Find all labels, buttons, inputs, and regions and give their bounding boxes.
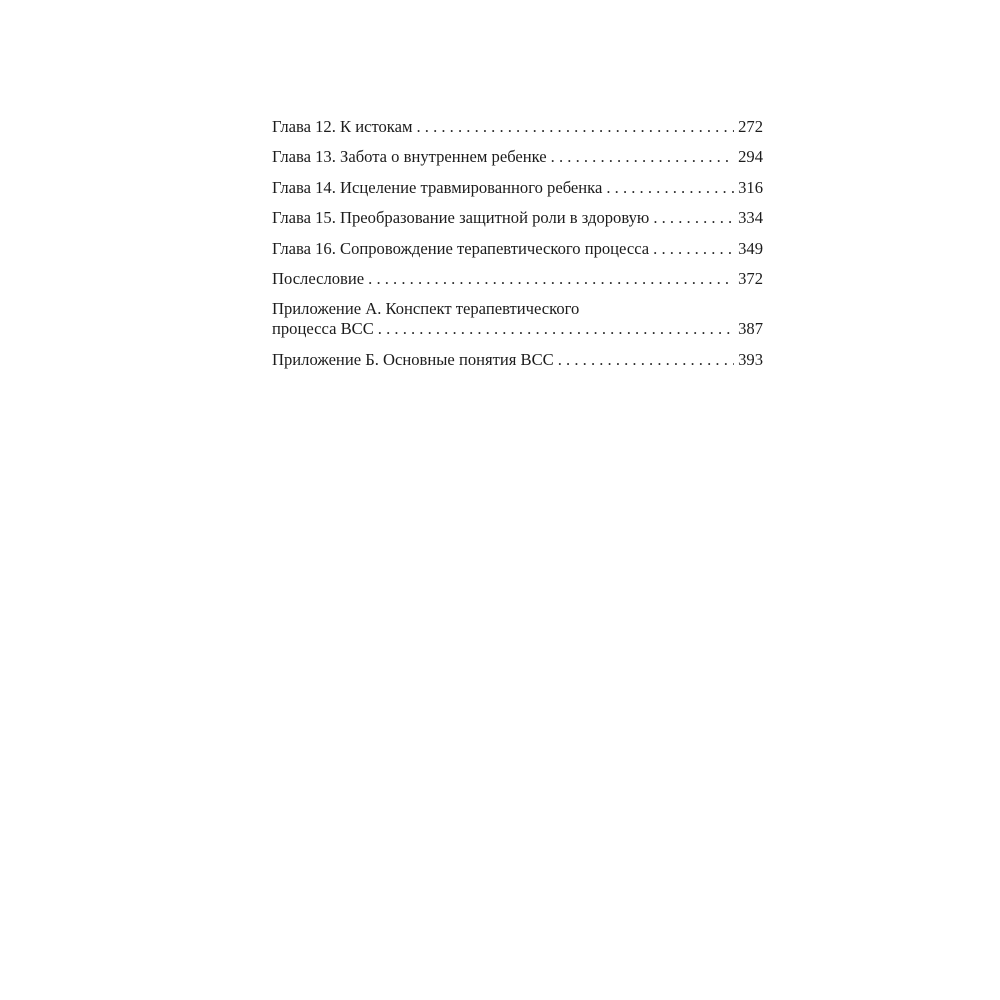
toc-entry-title: Глава 15. Преобразование защитной роли в здоровую	[272, 208, 650, 228]
toc-entry-title-line-1: Приложение А. Конспект терапевтического	[272, 299, 580, 319]
toc-entry-page-number: 316	[738, 177, 763, 197]
toc-entry[interactable]	[272, 349, 763, 371]
dot-leader	[368, 268, 734, 290]
toc-entry-page-number: 272	[738, 117, 763, 136]
dot-leader	[653, 238, 734, 260]
dot-leader	[606, 177, 734, 199]
toc-entry-title: Глава 12. К истокам	[272, 117, 413, 136]
dot-leader	[416, 116, 734, 138]
toc-entry-title-line-2: процесса ВСС	[272, 319, 374, 339]
toc-entry-page-number: 334	[738, 208, 763, 228]
toc-entry-page-number: 393	[738, 349, 763, 369]
toc-entry-title: Послесловие	[272, 268, 365, 288]
toc-entry-page-number: 372	[738, 268, 763, 288]
toc-entry-title: Глава 14. Исцеление травмированного ребенка	[272, 177, 603, 197]
toc-entry-page-number: 387	[738, 319, 763, 339]
toc-entry-title: Глава 16. Сопровождение терапевтического процесса	[272, 238, 650, 258]
toc-entry[interactable]	[272, 116, 763, 138]
toc-entry[interactable]	[272, 238, 763, 260]
table-of-contents	[272, 116, 763, 379]
dot-leader	[653, 207, 734, 229]
toc-entry[interactable]	[272, 177, 763, 199]
toc-entry[interactable]	[272, 207, 763, 229]
toc-entry[interactable]	[272, 268, 763, 290]
toc-entry-page-number: 349	[738, 238, 763, 258]
toc-entry[interactable]	[272, 298, 763, 340]
toc-entry-title: Глава 13. Забота о внутреннем ребенке	[272, 147, 547, 167]
toc-entry-page-number: 294	[738, 147, 763, 167]
dot-leader	[378, 318, 734, 340]
toc-entry[interactable]	[272, 146, 763, 168]
dot-leader	[551, 146, 734, 168]
dot-leader	[558, 349, 734, 371]
toc-entry-title: Приложение Б. Основные понятия ВСС	[272, 349, 554, 369]
